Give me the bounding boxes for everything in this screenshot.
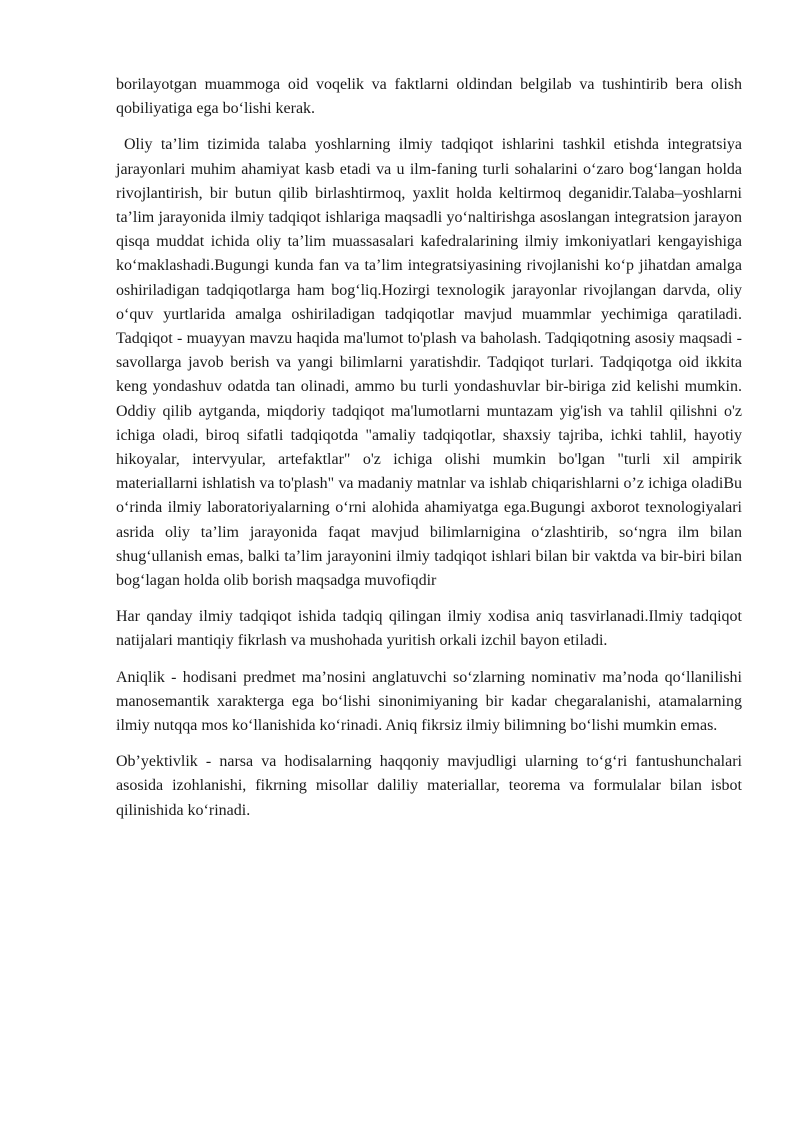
document-page xyxy=(116,73,742,835)
paragraph-continuation: borilayotgan muammoga oid voqelik va faktlarni oldindan belgilab va tushintirib bera olish qobiliyatiga ega bo‘lishi kerak. xyxy=(116,76,742,118)
paragraph-accuracy: Aniqlik - hodisani predmet ma’nosini anglatuvchi so‘zlarning nominativ ma’noda qo‘llanilishi manosemantik xarakterga ega bo‘lishi sinonimiyaning bir kadar chegaralanishi, atamalarning ilmiy nutqqa mos ko‘llanishida ko‘rinadi. Aniq fikrsiz ilmiy bilimning bo‘lishi mumkin emas. xyxy=(116,668,742,735)
paragraph-integration: Oliy ta’lim tizimida talaba yoshlarning ilmiy tadqiqot ishlarini tashkil etishda integratsiya jarayonlari muhim ahamiyat kasb etadi va u ilm-faning turli sohalarini o‘zaro bog‘langan holda rivojlantirish, bir butun qilib birlashtirmoq, yaxlit holda keltirmoq deganidir.Talaba–yoshlarni ta’lim jarayonida ilmiy tadqiqot ishlariga maqsadli yo‘naltirishga asoslangan integratsion jarayon qisqa muddat ichida oliy ta’lim muassasalari kafedralarining ilmiy imkoniyatlari kengayishiga ko‘maklashadi.Bugungi kunda fan va ta’lim integratsiyasining rivojlanishi ko‘p jihatdan amalga oshiriladigan tadqiqotlarga ham bog‘liq.Hozirgi texnologik jarayonlar rivojlangan darvda, oliy o‘quv yurtlarida amalga oshiriladigan tadqiqotlar mavjud muammlar yechimiga qaratiladi. Tadqiqot - muayyan mavzu haqida ma'lumot to'plash va baholash. Tadqiqotning asosiy maqsadi - savollarga javob berish va yangi bilimlarni yaratishdir. Tadqiqot turlari. Tadqiqotga oid ikkita keng yondashuv odatda tan olinadi, ammo bu turli yondashuvlar bir-biriga zid kelishi mumkin. Oddiy qilib aytganda, miqdoriy tadqiqot ma'lumotlarni muntazam yig'ish va tahlil qilishni o'z ichiga oladi, biroq sifatli tadqiqotda "amaliy tadqiqotlar, shaxsiy tajriba, ichki tahlil, hayotiy hikoyalar, intervyular, artefaktlar" o'z ichiga olishi mumkin bo'lgan "turli xil ampirik materiallarni ishlatish va to'plash" va madaniy matnlar va ishlab chiqarishlarni o’z ichiga oladiBu o‘rinda ilmiy laboratoriyalarning o‘rni alohida ahamiyatga ega.Bugungi axborot texnologiyalari asrida oliy ta’lim jarayonida faqat mavjud bilimlarnigina o‘zlashtirib, so‘ngra ilm bilan shug‘ullanish emas, balki ta’lim jarayonini ilmiy tadqiqot ishlari bilan bir vaktda va bir-biri bilan bog‘lagan holda olib borish maqsadga muvofiqdir xyxy=(116,136,742,590)
paragraph-research-description: Har qanday ilmiy tadqiqot ishida tadqiq qilingan ilmiy xodisa aniq tasvirlanadi.Ilmiy tadqiqot natijalari mantiqiy fikrlash va mushohada yuritish orkali izchil bayon etiladi. xyxy=(116,608,742,650)
paragraph-objectivity: Ob’yektivlik - narsa va hodisalarning haqqoniy mavjudligi ularning to‘g‘ri fantushunchalari asosida izohlanishi, fikrning misollar daliliy materiallar, teorema va formulalar bilan isbot qilinishida ko‘rinadi. xyxy=(116,753,742,819)
